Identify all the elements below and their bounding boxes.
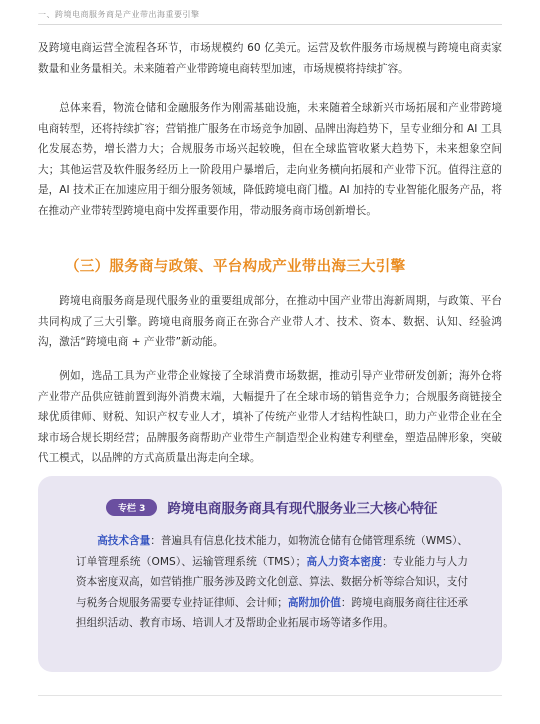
- header-divider: [38, 24, 502, 25]
- callout-title: 跨境电商服务商具有现代服务业三大核心特征: [167, 501, 438, 517]
- callout-box: [38, 476, 502, 672]
- paragraph-market-size: 及跨境电商运营全流程各环节，市场规模约 60 亿美元。运营及软件服务市场规模与跨境电商卖家数量和业务量相关。未来随着产业带跨境电商转型加速，市场规模将持续扩容。: [38, 42, 502, 75]
- paragraph-summary: 总体来看，物流仓储和金融服务作为刚需基础设施，未来随着全球新兴市场拓展和产业带跨境电商转型，还将持续扩容；营销推广服务在市场竞争加剧、品牌出海趋势下，呈专业细分和 AI 工具化发展态势，增长潜力大；合规服务市场兴起较晚，但在全球监管收紧大趋势下，未来想象空间大；其他运营及软件服务经历上一阶段用户暴增后，走向业务横向拓展和产业带下沉。值得注意的是，AI 技术正在加速应用于细分服务领域，降低跨境电商门槛。AI 加持的专业智能化服务产品，将在推动产业带转型跨境电商中发挥重要作用，带动服务商市场创新增长。: [38, 102, 502, 217]
- footer-divider: [38, 695, 502, 696]
- callout-text-high-tech: ：普遍具有信息化技术能力，如物流仓储有仓储管理系统（WMS）、订单管理系统（OMS）、运输管理系统（TMS）；: [76, 535, 468, 568]
- paragraph-examples: 例如，选品工具为产业带企业嫁接了全球消费市场数据，推动引导产业带研发创新；海外仓将产业带产品供应链前置到海外消费末端，大幅提升了在全球市场的销售竞争力；合规服务商链接全球优质律师、财税、知识产权专业人才，填补了传统产业带人才结构性缺口，助力产业带企业在全球市场合规长期经营；品牌服务商帮助产业带生产制造型企业构建专利壁垒，塑造品牌形象，突破代工模式，以品牌的方式高质量出海走向全球。: [38, 370, 502, 464]
- callout-badge: 专栏 3: [106, 499, 157, 516]
- callout-term-high-tech: 高技术含量: [97, 535, 151, 547]
- callout-text-added-value: ：跨境电商服务商往往还承担组织活动、教育市场、培训人才及帮助企业拓展市场等诸多作用。: [76, 596, 469, 629]
- callout-header: [106, 497, 437, 517]
- callout-term-added-value: 高附加价值: [287, 596, 341, 609]
- paragraph-three-engines: 跨境电商服务商是现代服务业的重要组成部分，在推动中国产业带出海新周期，与政策、平台共同构成了三大引擎。跨境电商服务商正在弥合产业带人才、技术、资本、数据、认知、经验鸿沟，激活“跨境电商 + 产业带”新动能。: [38, 295, 502, 348]
- callout-body: [76, 531, 468, 634]
- section-heading: （三）服务商与政策、平台构成产业带出海三大引擎: [65, 259, 406, 275]
- callout-text-human-capital: ：专业能力与人力资本密度双高，如营销推广服务涉及跨文化创意、算法、数据分析等综合知识，支付与税务合规服务需要专业持证律师、会计师；: [76, 555, 469, 609]
- callout-term-human-capital: 高人力资本密度: [306, 555, 382, 568]
- running-header: 一、跨境电商服务商是产业带出海重要引擎: [38, 10, 200, 19]
